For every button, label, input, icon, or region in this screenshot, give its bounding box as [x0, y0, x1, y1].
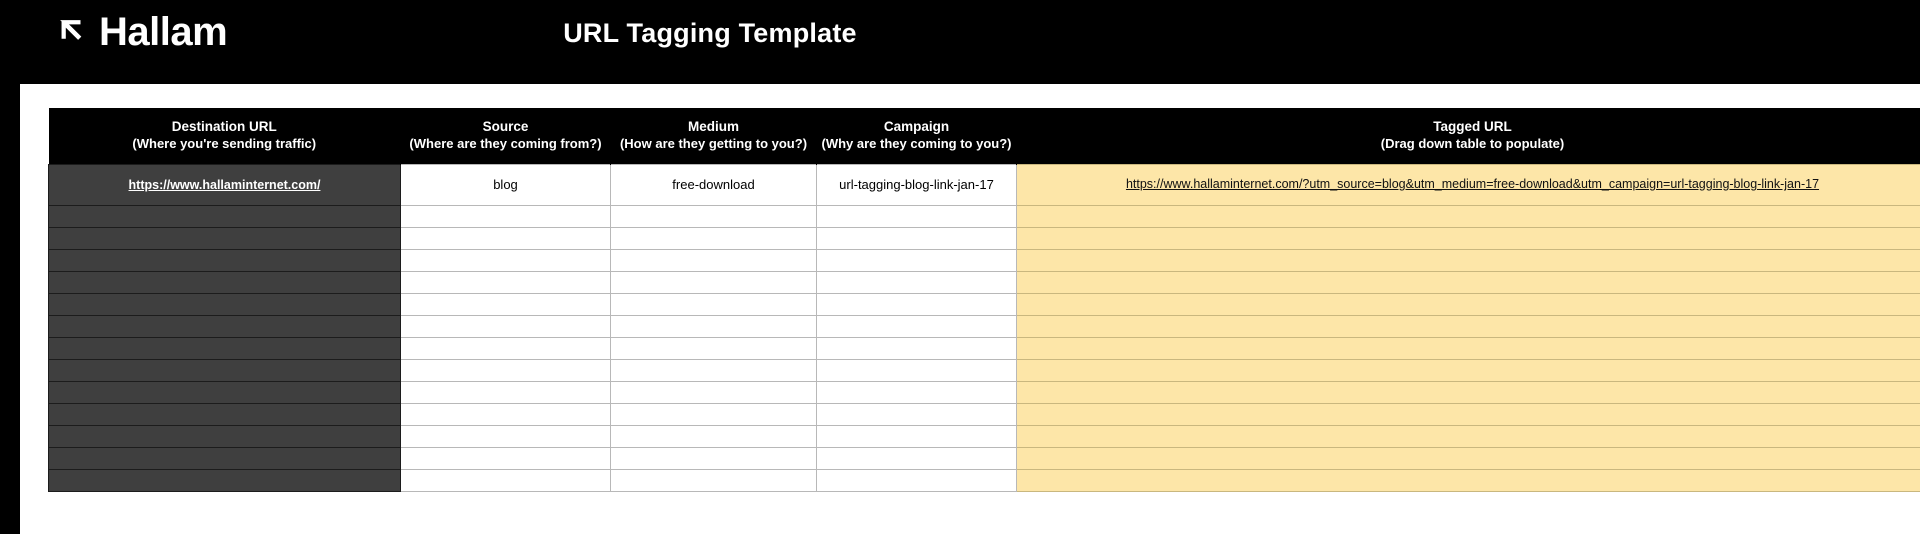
- cell-medium[interactable]: [611, 403, 817, 425]
- cell-destination[interactable]: [49, 447, 401, 469]
- cell-source[interactable]: [401, 271, 611, 293]
- cell-campaign[interactable]: [817, 337, 1017, 359]
- cell-destination[interactable]: [49, 403, 401, 425]
- tagged-url-link[interactable]: https://www.hallaminternet.com/?utm_source=blog&utm_medium=free-download&utm_campaign=url-tagging-blog-link-jan-17: [1125, 177, 1820, 192]
- cell-medium[interactable]: [611, 381, 817, 403]
- table-row[interactable]: [49, 337, 1920, 359]
- cell-tagged-url[interactable]: [1017, 337, 1920, 359]
- table-body: [49, 164, 1920, 491]
- cell-campaign[interactable]: [817, 227, 1017, 249]
- cell-medium[interactable]: [611, 425, 817, 447]
- cell-destination[interactable]: [49, 227, 401, 249]
- cell-medium[interactable]: [611, 227, 817, 249]
- cell-tagged-url[interactable]: [1017, 447, 1920, 469]
- destination-url-link[interactable]: https://www.hallaminternet.com/: [128, 178, 321, 192]
- cell-tagged-url[interactable]: [1017, 164, 1920, 205]
- cell-campaign[interactable]: [817, 205, 1017, 227]
- url-tagging-table-wrap: [48, 108, 1920, 492]
- cell-medium[interactable]: [611, 249, 817, 271]
- cell-campaign[interactable]: [817, 249, 1017, 271]
- table-row[interactable]: [49, 271, 1920, 293]
- cell-destination[interactable]: [49, 205, 401, 227]
- table-header: [49, 108, 1920, 164]
- column-subtitle: (How are they getting to you?): [619, 136, 808, 152]
- table-row[interactable]: [49, 315, 1920, 337]
- cell-campaign[interactable]: [817, 315, 1017, 337]
- cell-source[interactable]: [401, 293, 611, 315]
- cell-campaign[interactable]: [817, 293, 1017, 315]
- table-row[interactable]: [49, 164, 1920, 205]
- app-header: [0, 0, 1920, 84]
- cell-medium[interactable]: [611, 205, 817, 227]
- cell-destination[interactable]: [49, 359, 401, 381]
- column-header-source: [401, 108, 611, 164]
- cell-tagged-url[interactable]: [1017, 425, 1920, 447]
- table-row[interactable]: [49, 425, 1920, 447]
- cell-tagged-url[interactable]: [1017, 469, 1920, 491]
- cell-destination[interactable]: [49, 315, 401, 337]
- sheet-area: [20, 84, 1920, 534]
- cell-tagged-url[interactable]: [1017, 249, 1920, 271]
- url-tagging-table: [48, 108, 1920, 492]
- cell-source[interactable]: [401, 381, 611, 403]
- cell-source[interactable]: [401, 403, 611, 425]
- cell-campaign[interactable]: [817, 359, 1017, 381]
- column-title: Destination URL: [171, 119, 277, 135]
- cell-medium[interactable]: [611, 337, 817, 359]
- table-row[interactable]: [49, 249, 1920, 271]
- cell-medium[interactable]: [611, 469, 817, 491]
- cell-source[interactable]: [401, 205, 611, 227]
- cell-tagged-url[interactable]: [1017, 403, 1920, 425]
- column-header-medium: [611, 108, 817, 164]
- cell-destination[interactable]: [49, 249, 401, 271]
- cell-source[interactable]: [401, 425, 611, 447]
- cell-campaign[interactable]: [817, 271, 1017, 293]
- column-header-tagged-url: [1017, 108, 1920, 164]
- table-row[interactable]: [49, 205, 1920, 227]
- cell-campaign[interactable]: [817, 381, 1017, 403]
- cell-tagged-url[interactable]: [1017, 315, 1920, 337]
- cell-source[interactable]: [401, 227, 611, 249]
- cell-source[interactable]: [401, 315, 611, 337]
- column-header-destination: [49, 108, 401, 164]
- cell-destination[interactable]: [49, 337, 401, 359]
- table-row[interactable]: [49, 359, 1920, 381]
- cell-destination[interactable]: [49, 271, 401, 293]
- cell-campaign[interactable]: url-tagging-blog-link-jan-17: [817, 164, 1017, 205]
- table-row[interactable]: [49, 381, 1920, 403]
- table-row[interactable]: [49, 447, 1920, 469]
- cell-tagged-url[interactable]: [1017, 293, 1920, 315]
- cell-destination[interactable]: [49, 164, 401, 205]
- cell-source[interactable]: [401, 469, 611, 491]
- table-row[interactable]: [49, 227, 1920, 249]
- cell-medium[interactable]: [611, 315, 817, 337]
- cell-campaign[interactable]: [817, 403, 1017, 425]
- column-header-campaign: [817, 108, 1017, 164]
- table-row[interactable]: [49, 469, 1920, 491]
- cell-source[interactable]: blog: [401, 164, 611, 205]
- cell-source[interactable]: [401, 249, 611, 271]
- cell-tagged-url[interactable]: [1017, 227, 1920, 249]
- cell-tagged-url[interactable]: [1017, 271, 1920, 293]
- cell-source[interactable]: [401, 359, 611, 381]
- column-subtitle: (Where you're sending traffic): [132, 136, 317, 152]
- cell-medium[interactable]: free-download: [611, 164, 817, 205]
- cell-medium[interactable]: [611, 271, 817, 293]
- column-subtitle: (Drag down table to populate): [1380, 136, 1565, 152]
- cell-campaign[interactable]: [817, 469, 1017, 491]
- cell-destination[interactable]: [49, 469, 401, 491]
- column-title: Source: [482, 119, 529, 135]
- column-subtitle: (Why are they coming to you?): [821, 136, 1012, 152]
- cell-tagged-url[interactable]: [1017, 359, 1920, 381]
- column-title: Tagged URL: [1433, 119, 1512, 135]
- page-title: URL Tagging Template: [563, 18, 857, 48]
- brand-name: Hallam: [99, 10, 228, 54]
- cell-medium[interactable]: [611, 293, 817, 315]
- cell-destination[interactable]: [49, 381, 401, 403]
- cell-campaign[interactable]: [817, 447, 1017, 469]
- column-title: Medium: [687, 119, 739, 135]
- cell-tagged-url[interactable]: [1017, 381, 1920, 403]
- cell-destination[interactable]: [49, 293, 401, 315]
- cell-source[interactable]: [401, 337, 611, 359]
- column-title: Campaign: [883, 119, 950, 135]
- column-subtitle: (Where are they coming from?): [409, 136, 602, 152]
- cell-source[interactable]: [401, 447, 611, 469]
- cell-destination[interactable]: [49, 425, 401, 447]
- cell-tagged-url[interactable]: [1017, 205, 1920, 227]
- cell-medium[interactable]: [611, 359, 817, 381]
- table-header-row: [49, 108, 1920, 164]
- cell-campaign[interactable]: [817, 425, 1017, 447]
- table-row[interactable]: [49, 403, 1920, 425]
- table-row[interactable]: [49, 293, 1920, 315]
- cell-medium[interactable]: [611, 447, 817, 469]
